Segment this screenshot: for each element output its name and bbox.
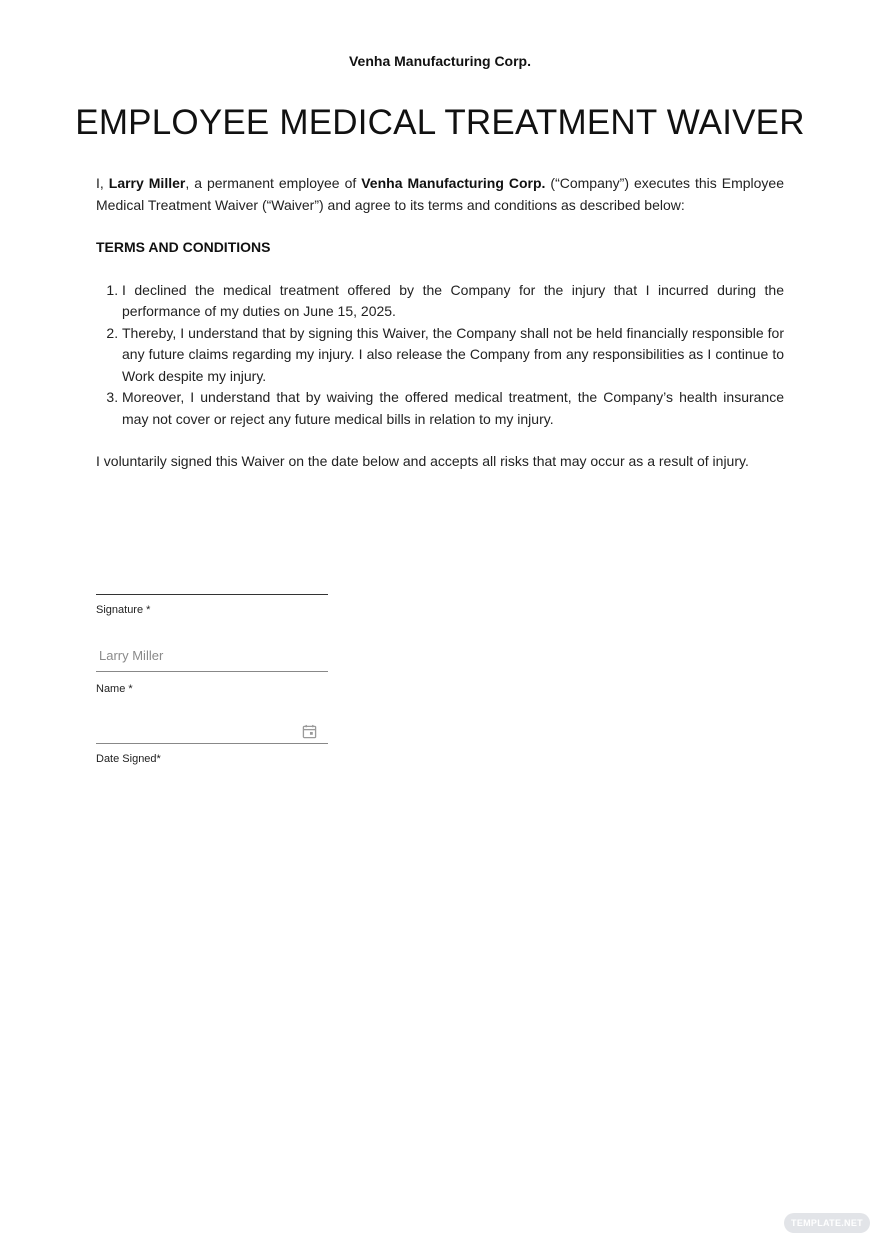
intro-middle: , a permanent employee of xyxy=(185,175,362,191)
date-signed-label: Date Signed* xyxy=(96,753,161,765)
calendar-icon[interactable] xyxy=(302,724,317,739)
signature-line[interactable] xyxy=(96,594,328,595)
terms-item-1: 1. I declined the medical treatment offered by the Company for the injury that I incurred during the performance of my duties on June 15, 2025. xyxy=(122,280,784,323)
document-title: EMPLOYEE MEDICAL TREATMENT WAIVER xyxy=(75,103,805,142)
closing-paragraph: I voluntarily signed this Waiver on the date below and accepts all risks that may occur as a result of injury. xyxy=(96,453,749,469)
date-signed-field[interactable] xyxy=(96,716,328,744)
intro-paragraph xyxy=(96,173,784,216)
signature-label: Signature * xyxy=(96,604,151,616)
intro-prefix: I, xyxy=(96,175,109,191)
company-name: Venha Manufacturing Corp. xyxy=(361,175,546,191)
name-label: Name * xyxy=(96,683,133,695)
intro-suffix: (“Company”) executes this Employee Medical Treatment Waiver (“Waiver”) and agree to its terms and conditions as described below: xyxy=(96,175,785,213)
terms-heading: TERMS AND CONDITIONS xyxy=(96,239,271,255)
name-field[interactable] xyxy=(96,645,328,672)
terms-item-3: 3. Moreover, I understand that by waiving the offered medical treatment, the Company’s health insurance may not cover or reject any future medical bills in relation to my injury. xyxy=(122,387,784,430)
terms-list xyxy=(96,280,784,431)
name-value: Larry Miller xyxy=(99,648,164,663)
document-body xyxy=(96,173,784,473)
company-header: Venha Manufacturing Corp. xyxy=(348,53,531,69)
watermark-badge: TEMPLATE.NET xyxy=(784,1213,870,1233)
employee-name: Larry Miller xyxy=(108,175,186,191)
terms-item-2: 2. Thereby, I understand that by signing this Waiver, the Company shall not be held financially responsible for any future claims regarding my injury. I also release the Company from any responsibilities as I continue to Work despite my injury. xyxy=(122,323,784,388)
